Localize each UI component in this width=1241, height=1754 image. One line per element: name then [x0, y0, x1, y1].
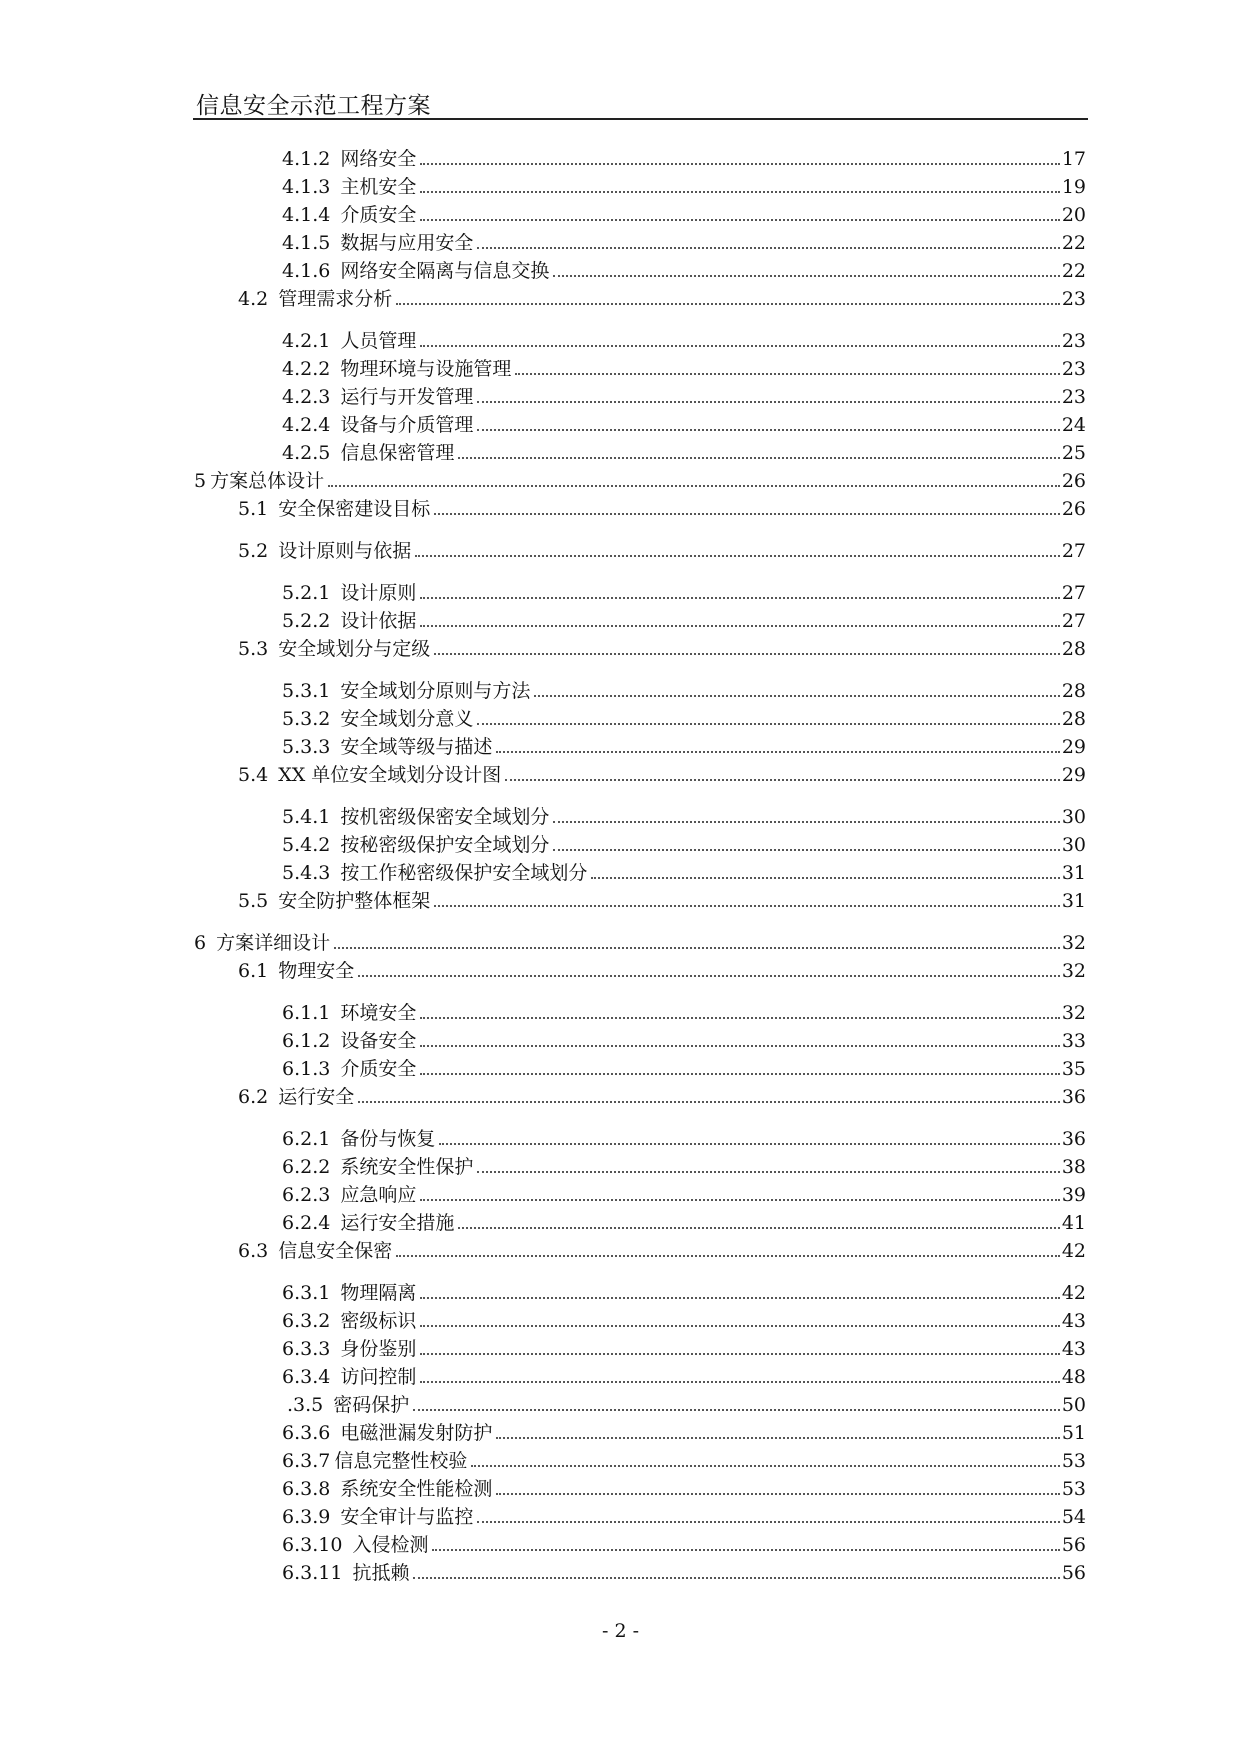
toc-entry: [282, 1336, 1086, 1362]
toc-entry-page: 31: [1061, 890, 1086, 912]
toc-entry-number: 5.3.1: [282, 680, 331, 702]
toc-entry-title: 物理安全: [278, 960, 355, 982]
toc-entry: [238, 496, 1086, 522]
toc-entry-page: 50: [1061, 1394, 1086, 1416]
toc-entry: [282, 1126, 1086, 1152]
toc-entry-page: 29: [1061, 764, 1086, 786]
toc-entry-title: XX 单位安全域划分设计图: [278, 764, 502, 786]
toc-entry: [238, 1084, 1086, 1110]
toc-entry-title: 设备安全: [340, 1030, 417, 1052]
toc-entry-number: 5.3.3: [282, 736, 331, 758]
toc-dot-leader: [396, 1255, 1060, 1257]
toc-entry: [282, 146, 1086, 172]
toc-entry-title: 访问控制: [340, 1366, 417, 1388]
toc-entry-page: 39: [1061, 1184, 1086, 1206]
toc-dot-leader: [515, 373, 1059, 375]
toc-dot-leader: [334, 947, 1060, 949]
toc-entry-title: 按工作秘密级保护安全域划分: [340, 862, 588, 884]
toc-entry-title: 安全域划分与定级: [278, 638, 431, 660]
toc-entry-title: 运行安全: [278, 1086, 355, 1108]
toc-dot-leader: [420, 345, 1059, 347]
toc-entry-title: 管理需求分析: [278, 288, 393, 310]
toc-dot-leader: [415, 555, 1060, 557]
toc-entry: [282, 174, 1086, 200]
toc-dot-leader: [458, 1227, 1059, 1229]
toc-entry-number: 6.3.9: [282, 1506, 331, 1528]
toc-entry-page: 31: [1061, 862, 1086, 884]
toc-entry-title: 主机安全: [340, 176, 417, 198]
toc-entry-number: 6.2.2: [282, 1156, 331, 1178]
toc-entry: [282, 706, 1086, 732]
toc-entry-page: 36: [1061, 1086, 1086, 1108]
toc-entry: [282, 328, 1086, 354]
toc-dot-leader: [477, 247, 1059, 249]
toc-entry-page: 17: [1061, 148, 1086, 170]
toc-entry: [282, 230, 1086, 256]
toc-entry-page: 28: [1061, 708, 1086, 730]
toc-entry-title: 信息保密管理: [340, 442, 455, 464]
toc-dot-leader: [477, 1171, 1059, 1173]
toc-entry: [282, 356, 1086, 382]
toc-entry-page: 53: [1061, 1450, 1086, 1472]
toc-entry-number: 6: [194, 932, 207, 954]
toc-dot-leader: [420, 219, 1059, 221]
toc-entry: [282, 1056, 1086, 1082]
toc-entry-page: 42: [1061, 1240, 1086, 1262]
toc-entry: [282, 860, 1086, 886]
toc-entry: [282, 1560, 1086, 1586]
toc-entry-title: 按机密级保密安全域划分: [340, 806, 550, 828]
toc-entry-page: 41: [1061, 1212, 1086, 1234]
toc-dot-leader: [439, 1143, 1059, 1145]
toc-entry-number: 5.3.2: [282, 708, 331, 730]
toc-dot-leader: [420, 1381, 1059, 1383]
toc-entry-title: 系统安全性保护: [340, 1156, 474, 1178]
toc-entry-title: 信息完整性校验: [334, 1450, 468, 1472]
toc-entry-page: 26: [1061, 470, 1086, 492]
toc-entry-page: 28: [1061, 680, 1086, 702]
toc-entry-title: 设计原则与依据: [278, 540, 412, 562]
toc-entry-title: 网络安全: [340, 148, 417, 170]
toc-entry-title: 安全保密建设目标: [278, 498, 431, 520]
toc-entry-number: 4.2.3: [282, 386, 331, 408]
toc-entry: [282, 1000, 1086, 1026]
toc-entry-number: 6.1.3: [282, 1058, 331, 1080]
toc-entry-title: 密码保护: [333, 1394, 410, 1416]
toc-entry-number: 4.2.5: [282, 442, 331, 464]
toc-entry-title: 数据与应用安全: [340, 232, 474, 254]
toc-entry-number: 4.1.3: [282, 176, 331, 198]
toc-entry: [238, 538, 1086, 564]
toc-entry: [282, 1476, 1086, 1502]
toc-entry-number: 5.1: [238, 498, 269, 520]
toc-entry-number: 6.1.2: [282, 1030, 331, 1052]
toc-dot-leader: [534, 695, 1059, 697]
toc-entry-page: 23: [1061, 386, 1086, 408]
toc-entry-page: 32: [1061, 932, 1086, 954]
toc-entry-title: 运行安全措施: [340, 1212, 455, 1234]
toc-entry-title: 系统安全性能检测: [340, 1478, 493, 1500]
toc-entry: [282, 258, 1086, 284]
toc-dot-leader: [420, 1045, 1059, 1047]
toc-entry: [282, 440, 1086, 466]
toc-entry-title: 身份鉴别: [340, 1338, 417, 1360]
toc-entry: [238, 888, 1086, 914]
toc-entry: [238, 958, 1086, 984]
toc-entry-title: 入侵检测: [352, 1534, 429, 1556]
toc-entry: [282, 1280, 1086, 1306]
toc-entry-number: 5.4: [238, 764, 269, 786]
toc-entry: [238, 1238, 1086, 1264]
toc-entry-number: 5.4.2: [282, 834, 331, 856]
toc-entry: [282, 1308, 1086, 1334]
toc-entry-page: 32: [1061, 1002, 1086, 1024]
toc-entry: [282, 1210, 1086, 1236]
toc-entry-title: 网络安全隔离与信息交换: [340, 260, 550, 282]
toc-entry-page: 23: [1061, 358, 1086, 380]
toc-dot-leader: [420, 1325, 1059, 1327]
toc-dot-leader: [420, 1297, 1059, 1299]
toc-dot-leader: [420, 1073, 1059, 1075]
toc-entry: [282, 1364, 1086, 1390]
toc-entry-title: 介质安全: [340, 204, 417, 226]
toc-entry: [282, 1028, 1086, 1054]
toc-entry: [238, 636, 1086, 662]
toc-entry-page: 29: [1061, 736, 1086, 758]
toc-entry-page: 38: [1061, 1156, 1086, 1178]
toc-entry: [282, 1448, 1086, 1474]
toc-entry-title: 密级标识: [340, 1310, 417, 1332]
toc-entry-title: 设备与介质管理: [340, 414, 474, 436]
toc-entry-page: 27: [1061, 540, 1086, 562]
toc-entry: [282, 1504, 1086, 1530]
toc-entry: [282, 608, 1086, 634]
toc-entry-title: 运行与开发管理: [340, 386, 474, 408]
toc-dot-leader: [420, 191, 1059, 193]
toc-entry-title: 电磁泄漏发射防护: [340, 1422, 493, 1444]
toc-entry-number: 5.2: [238, 540, 269, 562]
toc-entry-page: 32: [1061, 960, 1086, 982]
toc-dot-leader: [477, 401, 1059, 403]
toc-entry-page: 36: [1061, 1128, 1086, 1150]
toc-entry-title: 设计依据: [340, 610, 417, 632]
toc-dot-leader: [328, 485, 1060, 487]
toc-entry-page: 20: [1061, 204, 1086, 226]
toc-entry: [282, 202, 1086, 228]
toc-entry-number: 4.2: [238, 288, 269, 310]
toc-entry-number: 5: [194, 470, 207, 492]
toc-entry-number: 6.3.11: [282, 1562, 343, 1584]
toc-dot-leader: [477, 1521, 1059, 1523]
toc-dot-leader: [458, 457, 1059, 459]
toc-entry-title: 按秘密级保护安全域划分: [340, 834, 550, 856]
toc-entry-number: 4.1.4: [282, 204, 331, 226]
toc-dot-leader: [471, 1465, 1059, 1467]
toc-entry-page: 23: [1061, 288, 1086, 310]
toc-entry-number: 5.2.2: [282, 610, 331, 632]
toc-entry-page: 24: [1061, 414, 1086, 436]
toc-entry: [282, 678, 1086, 704]
toc-entry-number: 5.4.1: [282, 806, 331, 828]
toc-entry-title: 设计原则: [340, 582, 417, 604]
toc-entry-title: 信息安全保密: [278, 1240, 393, 1262]
toc-dot-leader: [496, 751, 1059, 753]
toc-entry-title: 人员管理: [340, 330, 417, 352]
toc-entry: [282, 734, 1086, 760]
toc-entry-number: 5.3: [238, 638, 269, 660]
toc-dot-leader: [496, 1437, 1059, 1439]
document-header-title: 信息安全示范工程方案: [196, 93, 431, 119]
toc-dot-leader: [505, 779, 1060, 781]
toc-entry-number: 5.4.3: [282, 862, 331, 884]
toc-entry-page: 43: [1061, 1338, 1086, 1360]
toc-entry-page: 54: [1061, 1506, 1086, 1528]
toc-entry-number: 5.2.1: [282, 582, 331, 604]
toc-entry-number: 4.2.1: [282, 330, 331, 352]
toc-dot-leader: [434, 653, 1060, 655]
toc-entry-title: 环境安全: [340, 1002, 417, 1024]
toc-dot-leader: [591, 877, 1059, 879]
toc-entry: [282, 1182, 1086, 1208]
toc-entry-number: 6.3.8: [282, 1478, 331, 1500]
toc-entry-title: 物理隔离: [340, 1282, 417, 1304]
toc-entry-page: 35: [1061, 1058, 1086, 1080]
toc-entry-number: 6.2: [238, 1086, 269, 1108]
toc-entry-page: 22: [1061, 232, 1086, 254]
toc-entry-number: 6.3.4: [282, 1366, 331, 1388]
toc-entry-page: 27: [1061, 582, 1086, 604]
toc-entry: [194, 930, 1086, 956]
toc-dot-leader: [434, 905, 1060, 907]
toc-dot-leader: [420, 1199, 1059, 1201]
toc-entry-page: 56: [1061, 1534, 1086, 1556]
toc-dot-leader: [413, 1577, 1059, 1579]
toc-dot-leader: [358, 1101, 1060, 1103]
toc-entry-number: 6.3.3: [282, 1338, 331, 1360]
toc-entry-title: 应急响应: [340, 1184, 417, 1206]
toc-entry-number: 6.2.4: [282, 1212, 331, 1234]
toc-dot-leader: [420, 1017, 1059, 1019]
toc-entry-number: 4.2.2: [282, 358, 331, 380]
toc-entry-page: 42: [1061, 1282, 1086, 1304]
toc-entry-number: 6.3.2: [282, 1310, 331, 1332]
toc-dot-leader: [477, 723, 1059, 725]
toc-entry-page: 23: [1061, 330, 1086, 352]
toc-entry-title: 安全防护整体框架: [278, 890, 431, 912]
toc-entry-number: 6.3.1: [282, 1282, 331, 1304]
toc-entry: [282, 580, 1086, 606]
toc-entry: [282, 412, 1086, 438]
toc-entry-number: 4.2.4: [282, 414, 331, 436]
toc-dot-leader: [432, 1549, 1059, 1551]
toc-entry-title: 备份与恢复: [340, 1128, 436, 1150]
toc-entry-number: 6.3.10: [282, 1534, 343, 1556]
toc-entry-page: 43: [1061, 1310, 1086, 1332]
toc-entry-number: 6.3: [238, 1240, 269, 1262]
toc-entry-title: 抗抵赖: [352, 1562, 410, 1584]
toc-dot-leader: [434, 513, 1060, 515]
toc-entry-page: 22: [1061, 260, 1086, 282]
toc-entry-number: .3.5: [287, 1394, 324, 1416]
toc-entry-title: 方案总体设计: [210, 470, 325, 492]
toc-entry-page: 56: [1061, 1562, 1086, 1584]
toc-entry-page: 30: [1061, 806, 1086, 828]
toc-entry-page: 51: [1061, 1422, 1086, 1444]
toc-entry-number: 6.1: [238, 960, 269, 982]
toc-entry-title: 安全域划分原则与方法: [340, 680, 531, 702]
toc-entry-number: 4.1.2: [282, 148, 331, 170]
toc-entry-title: 方案详细设计: [216, 932, 331, 954]
toc-entry: [238, 762, 1086, 788]
toc-dot-leader: [420, 597, 1059, 599]
toc-entry-title: 安全域划分意义: [340, 708, 474, 730]
toc-entry-number: 5.5: [238, 890, 269, 912]
toc-entry-title: 安全审计与监控: [340, 1506, 474, 1528]
toc-dot-leader: [420, 163, 1059, 165]
toc-entry: [282, 1154, 1086, 1180]
toc-entry-page: 26: [1061, 498, 1086, 520]
toc-entry-number: 6.1.1: [282, 1002, 331, 1024]
toc-dot-leader: [396, 303, 1060, 305]
toc-dot-leader: [477, 429, 1059, 431]
toc-dot-leader: [553, 849, 1059, 851]
toc-entry-number: 4.1.6: [282, 260, 331, 282]
toc-entry: [287, 1392, 1086, 1418]
toc-dot-leader: [553, 821, 1059, 823]
toc-entry-number: 4.1.5: [282, 232, 331, 254]
toc-entry-page: 30: [1061, 834, 1086, 856]
toc-entry: [282, 832, 1086, 858]
toc-entry-page: 28: [1061, 638, 1086, 660]
toc-dot-leader: [420, 625, 1059, 627]
toc-entry-page: 27: [1061, 610, 1086, 632]
toc-dot-leader: [413, 1409, 1060, 1411]
toc-dot-leader: [553, 275, 1059, 277]
toc-entry-number: 6.2.3: [282, 1184, 331, 1206]
toc-entry-page: 53: [1061, 1478, 1086, 1500]
toc-entry-page: 19: [1061, 176, 1086, 198]
toc-entry: [194, 468, 1086, 494]
toc-entry: [282, 384, 1086, 410]
toc-dot-leader: [420, 1353, 1059, 1355]
toc-dot-leader: [358, 975, 1060, 977]
toc-entry: [282, 804, 1086, 830]
page-number: - 2 -: [601, 1620, 639, 1642]
toc-dot-leader: [496, 1493, 1059, 1495]
toc-entry-number: 6.2.1: [282, 1128, 331, 1150]
toc-entry-page: 33: [1061, 1030, 1086, 1052]
toc-entry: [282, 1420, 1086, 1446]
toc-entry-title: 物理环境与设施管理: [340, 358, 512, 380]
toc-entry: [282, 1532, 1086, 1558]
toc-entry-title: 介质安全: [340, 1058, 417, 1080]
toc-entry-title: 安全域等级与描述: [340, 736, 493, 758]
toc-entry-number: 6.3.7: [282, 1450, 331, 1472]
toc-entry: [238, 286, 1086, 312]
toc-entry-page: 48: [1061, 1366, 1086, 1388]
toc-entry-page: 25: [1061, 442, 1086, 464]
toc-entry-number: 6.3.6: [282, 1422, 331, 1444]
